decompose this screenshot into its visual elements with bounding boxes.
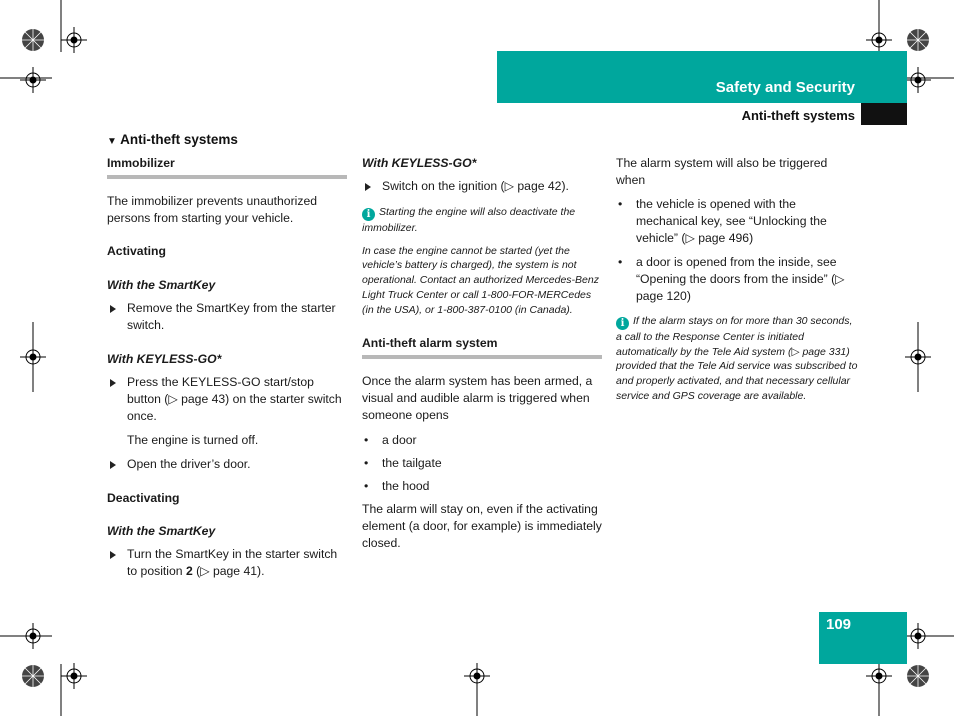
keylessgo-step-2: Open the driver’s door. <box>107 456 347 473</box>
page-ref[interactable]: page 41 <box>212 564 258 578</box>
page-ref[interactable]: page 496 <box>698 231 750 245</box>
alarm-trigger-intro: The alarm system will also be triggered when <box>616 156 828 187</box>
page-ref[interactable]: page 43 <box>181 392 226 406</box>
list-item: • a door is opened from the inside, see “Opening the doors from the inside” (▷ page 120) <box>616 254 858 305</box>
page-number: 109 <box>826 616 852 633</box>
keylessgo-heading: With KEYLESS-GO* <box>107 352 222 366</box>
page-ref[interactable]: page 331 <box>802 345 847 358</box>
heading-rule <box>107 175 347 179</box>
section-subheader: Anti-theft systems <box>741 108 855 123</box>
list-item: • a door <box>362 432 602 449</box>
page-ref[interactable]: page 42 <box>517 179 562 193</box>
smartkey-heading: With the SmartKey <box>107 278 216 292</box>
ignition-step: Switch on the ignition (▷ page 42). <box>362 178 602 195</box>
column-2 <box>362 155 602 568</box>
info-icon: i <box>362 208 375 221</box>
smartkey-step: Remove the SmartKey from the starter switch. <box>107 300 347 334</box>
page-number-box <box>819 612 907 664</box>
chapter-tab <box>861 103 907 125</box>
column-1 <box>107 155 347 587</box>
keylessgo-step-1: Press the KEYLESS-GO start/stop button (▷ page 43) on the starter switch once. <box>107 374 347 425</box>
chapter-title: Safety and Security <box>715 79 855 96</box>
deact-step: Turn the SmartKey in the starter switch to position 2 (▷ page 41). <box>107 546 347 580</box>
deactivating-heading: Deactivating <box>107 491 180 505</box>
immobilizer-text: The immobilizer prevents unauthorized persons from starting your vehicle. <box>107 194 317 225</box>
alarm-text: Once the alarm system has been armed, a visual and audible alarm is triggered when someone opens <box>362 374 593 423</box>
list-item: • the hood <box>362 478 602 495</box>
keylessgo-result: The engine is turned off. <box>127 433 259 447</box>
chapter-header-band <box>497 51 907 103</box>
section-title-text: Anti-theft systems <box>120 132 238 147</box>
keylessgo-heading-2: With KEYLESS-GO* <box>362 156 477 170</box>
column-3 <box>616 155 858 412</box>
list-item: • the tailgate <box>362 455 602 472</box>
heading-rule <box>362 355 602 359</box>
immobilizer-heading: Immobilizer <box>107 156 175 170</box>
alarm-stay-text: The alarm will stay on, even if the activating element (a door, for example) is immediately closed. <box>362 502 602 551</box>
info-note-1: i Starting the engine will also deactivate the immobilizer. <box>362 206 576 234</box>
deact-smartkey-heading: With the SmartKey <box>107 524 216 538</box>
list-item: • the vehicle is opened with the mechanical key, see “Unlocking the vehicle” (▷ page 496) <box>616 196 858 247</box>
info-note-2: In case the engine cannot be started (yet the vehicle’s battery is charged), the system is not operational. Contact an authorized Mercedes-Benz Light Truck Center or call 1-800-FOR-MERCedes (in the USA), or 1-800-387-0100 (in Canada). <box>362 244 599 316</box>
info-icon: i <box>616 317 629 330</box>
triangle-down-icon: ▼ <box>107 136 117 147</box>
section-title <box>107 132 238 147</box>
activating-heading: Activating <box>107 244 166 258</box>
page-ref[interactable]: page 120 <box>636 289 687 303</box>
info-note-3: i If the alarm stays on for more than 30 seconds, a call to the Response Center is initiated automatically by the Tele Aid system (▷ page 331) provided that the Tele Aid service was subscribed to and properly activated, and that necessary cellular service and GPS coverage are available. <box>616 315 858 402</box>
alarm-heading: Anti-theft alarm system <box>362 336 498 351</box>
